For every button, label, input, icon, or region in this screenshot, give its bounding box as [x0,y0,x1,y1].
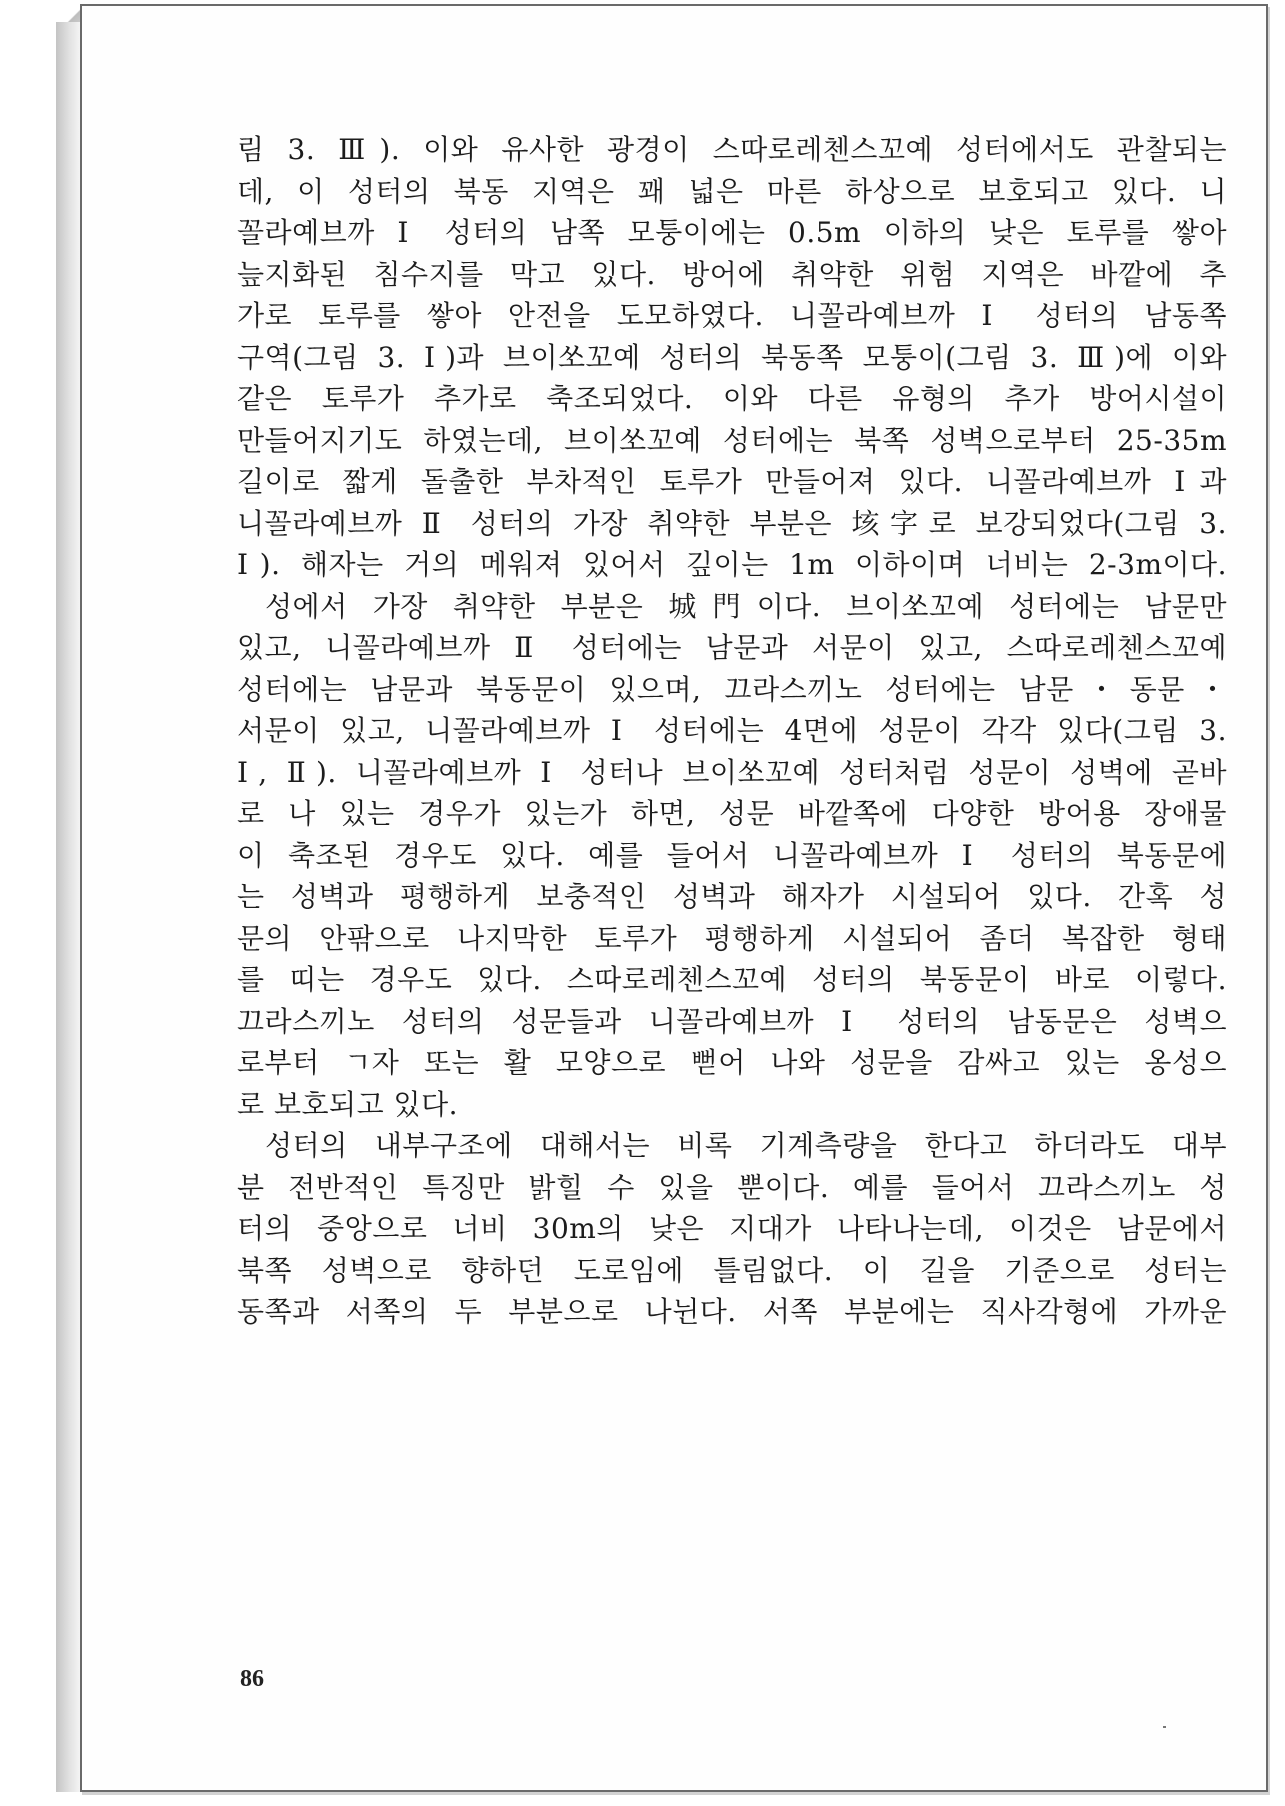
text-line: 문의 안팎으로 나지막한 토루가 평행하게 시설되어 좀더 복잡한 형태 [237,921,1227,955]
text-line: 분 전반적인 특징만 밝힐 수 있을 뿐이다. 예를 들어서 끄라스끼노 성 [237,1170,1227,1204]
text-line: 를 띠는 경우도 있다. 스따로레첸스꼬예 성터의 북동문이 바로 이렇다. [237,963,1227,996]
text-line: 만들어지기도 하였는데, 브이쏘꼬예 성터에는 북쪽 성벽으로부터 25-35m [237,423,1227,457]
text-line: 로 나 있는 경우가 있는가 하면, 성문 바깥쪽에 다양한 방어용 장애물 [237,797,1227,830]
page [80,4,1268,1792]
text-line: 동쪽과 서쪽의 두 부분으로 나뉜다. 서쪽 부분에는 직사각형에 가까운 [237,1295,1227,1328]
text-line: 구역(그림 3. Ⅰ)과 브이쏘꼬예 성터의 북동쪽 모퉁이(그림 3. Ⅲ)에 이와 [237,340,1227,374]
paragraph-1 [237,129,1227,586]
text-line: 끄라스끼노 성터의 성문들과 니꼴라예브까 Ⅰ 성터의 남동문은 성벽으 [237,1004,1227,1038]
book-spine [56,22,80,1792]
text-line: 성터에는 남문과 북동문이 있으며, 끄라스끼노 성터에는 남문・동문・ [237,672,1227,706]
paragraph-3 [237,1125,1227,1333]
text-line: 늪지화된 침수지를 막고 있다. 방어에 취약한 위험 지역은 바깥에 추 [237,257,1227,291]
text-line: 같은 토루가 추가로 축조되었다. 이와 다른 유형의 추가 방어시설이 [237,382,1227,415]
text-line: 데, 이 성터의 북동 지역은 꽤 넓은 마른 하상으로 보호되고 있다. 니 [237,174,1227,208]
text-line: 북쪽 성벽으로 향하던 도로임에 틀림없다. 이 길을 기준으로 성터는 [237,1253,1227,1287]
text-line: 이 축조된 경우도 있다. 예를 들어서 니꼴라예브까 Ⅰ 성터의 북동문에 [237,838,1227,872]
text-line: Ⅰ). 해자는 거의 메워져 있어서 깊이는 1m 이하이며 너비는 2-3m이다. [237,548,1227,581]
body-text [237,129,1227,1333]
text-line: 터의 중앙으로 너비 30m의 낮은 지대가 나타나는데, 이것은 남문에서 [237,1212,1227,1245]
text-line: 니꼴라예브까 Ⅱ 성터의 가장 취약한 부분은 垓字로 보강되었다(그림 3. [237,506,1227,540]
print-speck [1163,1726,1166,1728]
text-line: 로 보호되고 있다. [237,1087,459,1121]
paragraph-2 [237,586,1227,1126]
text-line: 는 성벽과 평행하게 보충적인 성벽과 해자가 시설되어 있다. 간혹 성 [237,880,1227,913]
text-line: 꼴라예브까 Ⅰ 성터의 남쪽 모퉁이에는 0.5m 이하의 낮은 토루를 쌓아 [237,216,1227,249]
book [60,4,1272,1796]
page-number: 86 [240,1666,264,1692]
text-line: 성에서 가장 취약한 부분은 城門이다. 브이쏘꼬예 성터에는 남문만 [265,589,1227,623]
text-line: 림 3. Ⅲ). 이와 유사한 광경이 스따로레첸스꼬예 성터에서도 관찰되는 [237,133,1227,166]
text-line: Ⅰ, Ⅱ). 니꼴라예브까 Ⅰ 성터나 브이쏘꼬예 성터처럼 성문이 성벽에 곧바 [237,755,1227,789]
text-line: 로부터 ㄱ자 또는 활 모양으로 뻗어 나와 성문을 감싸고 있는 옹성으 [237,1046,1227,1079]
text-line: 있고, 니꼴라예브까 Ⅱ 성터에는 남문과 서문이 있고, 스따로레첸스꼬예 [237,631,1227,664]
text-line: 길이로 짧게 돌출한 부차적인 토루가 만들어져 있다. 니꼴라예브까 Ⅰ과 [237,465,1227,498]
text-line: 서문이 있고, 니꼴라예브까 Ⅰ 성터에는 4면에 성문이 각각 있다(그림 3. [237,714,1227,747]
text-line: 가로 토루를 쌓아 안전을 도모하였다. 니꼴라예브까 Ⅰ 성터의 남동쪽 [237,299,1227,332]
text-line: 성터의 내부구조에 대해서는 비록 기계측량을 한다고 하더라도 대부 [265,1129,1227,1162]
